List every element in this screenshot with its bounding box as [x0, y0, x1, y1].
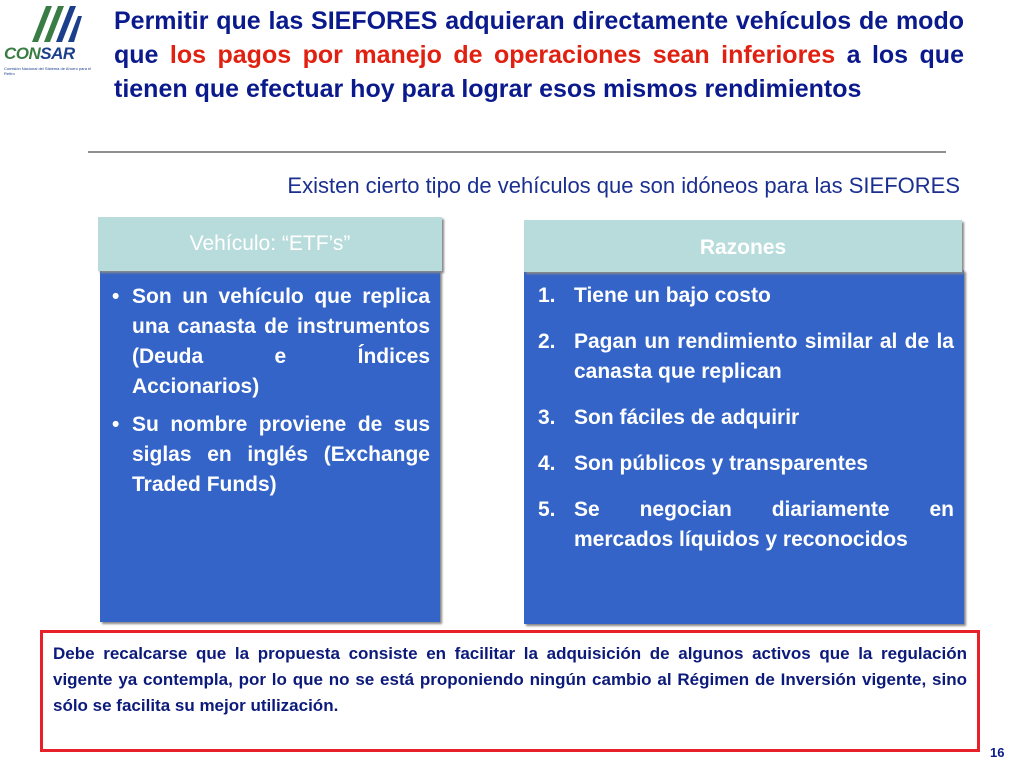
reasons-list-item [538, 281, 954, 311]
reason-number: 5. [538, 498, 556, 521]
vehicle-list [112, 282, 430, 508]
consar-emblem-icon [24, 2, 84, 46]
title-part-1: Permitir que las SIEFORES adquieran directamente vehículos de modo que [114, 7, 964, 69]
reason-text: Son públicos y transparentes [574, 452, 869, 475]
reasons-list-item [538, 327, 954, 387]
reasons-list-item [538, 449, 954, 479]
title-divider [88, 151, 946, 153]
reasons-list-item [538, 495, 954, 555]
title-part-2: a los que tienen que efectuar hoy para lograr esos mismos rendimientos [114, 41, 964, 103]
consar-logo [4, 2, 100, 82]
logo-word-con: CON [4, 44, 41, 63]
logo-word-sar: SAR [40, 44, 75, 63]
reason-number: 2. [538, 330, 556, 353]
vehicle-panel-header: Vehículo: “ETF’s” [98, 217, 442, 271]
slide-title [114, 4, 964, 106]
logo-subtitle: Comisión Nacional del Sistema de Ahorro para el Retiro [4, 66, 92, 76]
reasons-list-item [538, 403, 954, 433]
vehicle-list-item: • Su nombre proviene de sus siglas en inglés (Exchange Traded Funds) [112, 410, 430, 500]
slide-subtitle: Existen cierto tipo de vehículos que son idóneos para las SIEFORES [287, 173, 960, 198]
page-number: 16 [990, 745, 1005, 760]
note-text: Debe recalcarse que la propuesta consiste en facilitar la adquisición de algunos activos que la regulación vigente ya contempla, por lo que no se está proponiendo ningún cambio al Régimen de Inversión vigente, sino sólo se facilita su mejor utilización. [53, 644, 967, 715]
reason-text: Son fáciles de adquirir [574, 406, 800, 429]
reason-text: Se negocian diariamente en mercados líquidos y reconocidos [574, 498, 954, 551]
reason-number: 1. [538, 284, 556, 307]
reason-text: Pagan un rendimiento similar al de la canasta que replican [574, 330, 954, 383]
reason-number: 4. [538, 452, 556, 475]
vehicle-list-item: • Son un vehículo que replica una canasta de instrumentos (Deuda e Índices Accionarios) [112, 282, 430, 402]
reasons-panel-header: Razones [524, 220, 962, 272]
reasons-list [538, 281, 954, 571]
title-highlight: los pagos por manejo de operaciones sean inferiores [169, 41, 836, 69]
logo-wordmark [4, 44, 75, 64]
reason-text: Tiene un bajo costo [574, 284, 771, 307]
reason-number: 3. [538, 406, 556, 429]
note-box [40, 630, 980, 752]
